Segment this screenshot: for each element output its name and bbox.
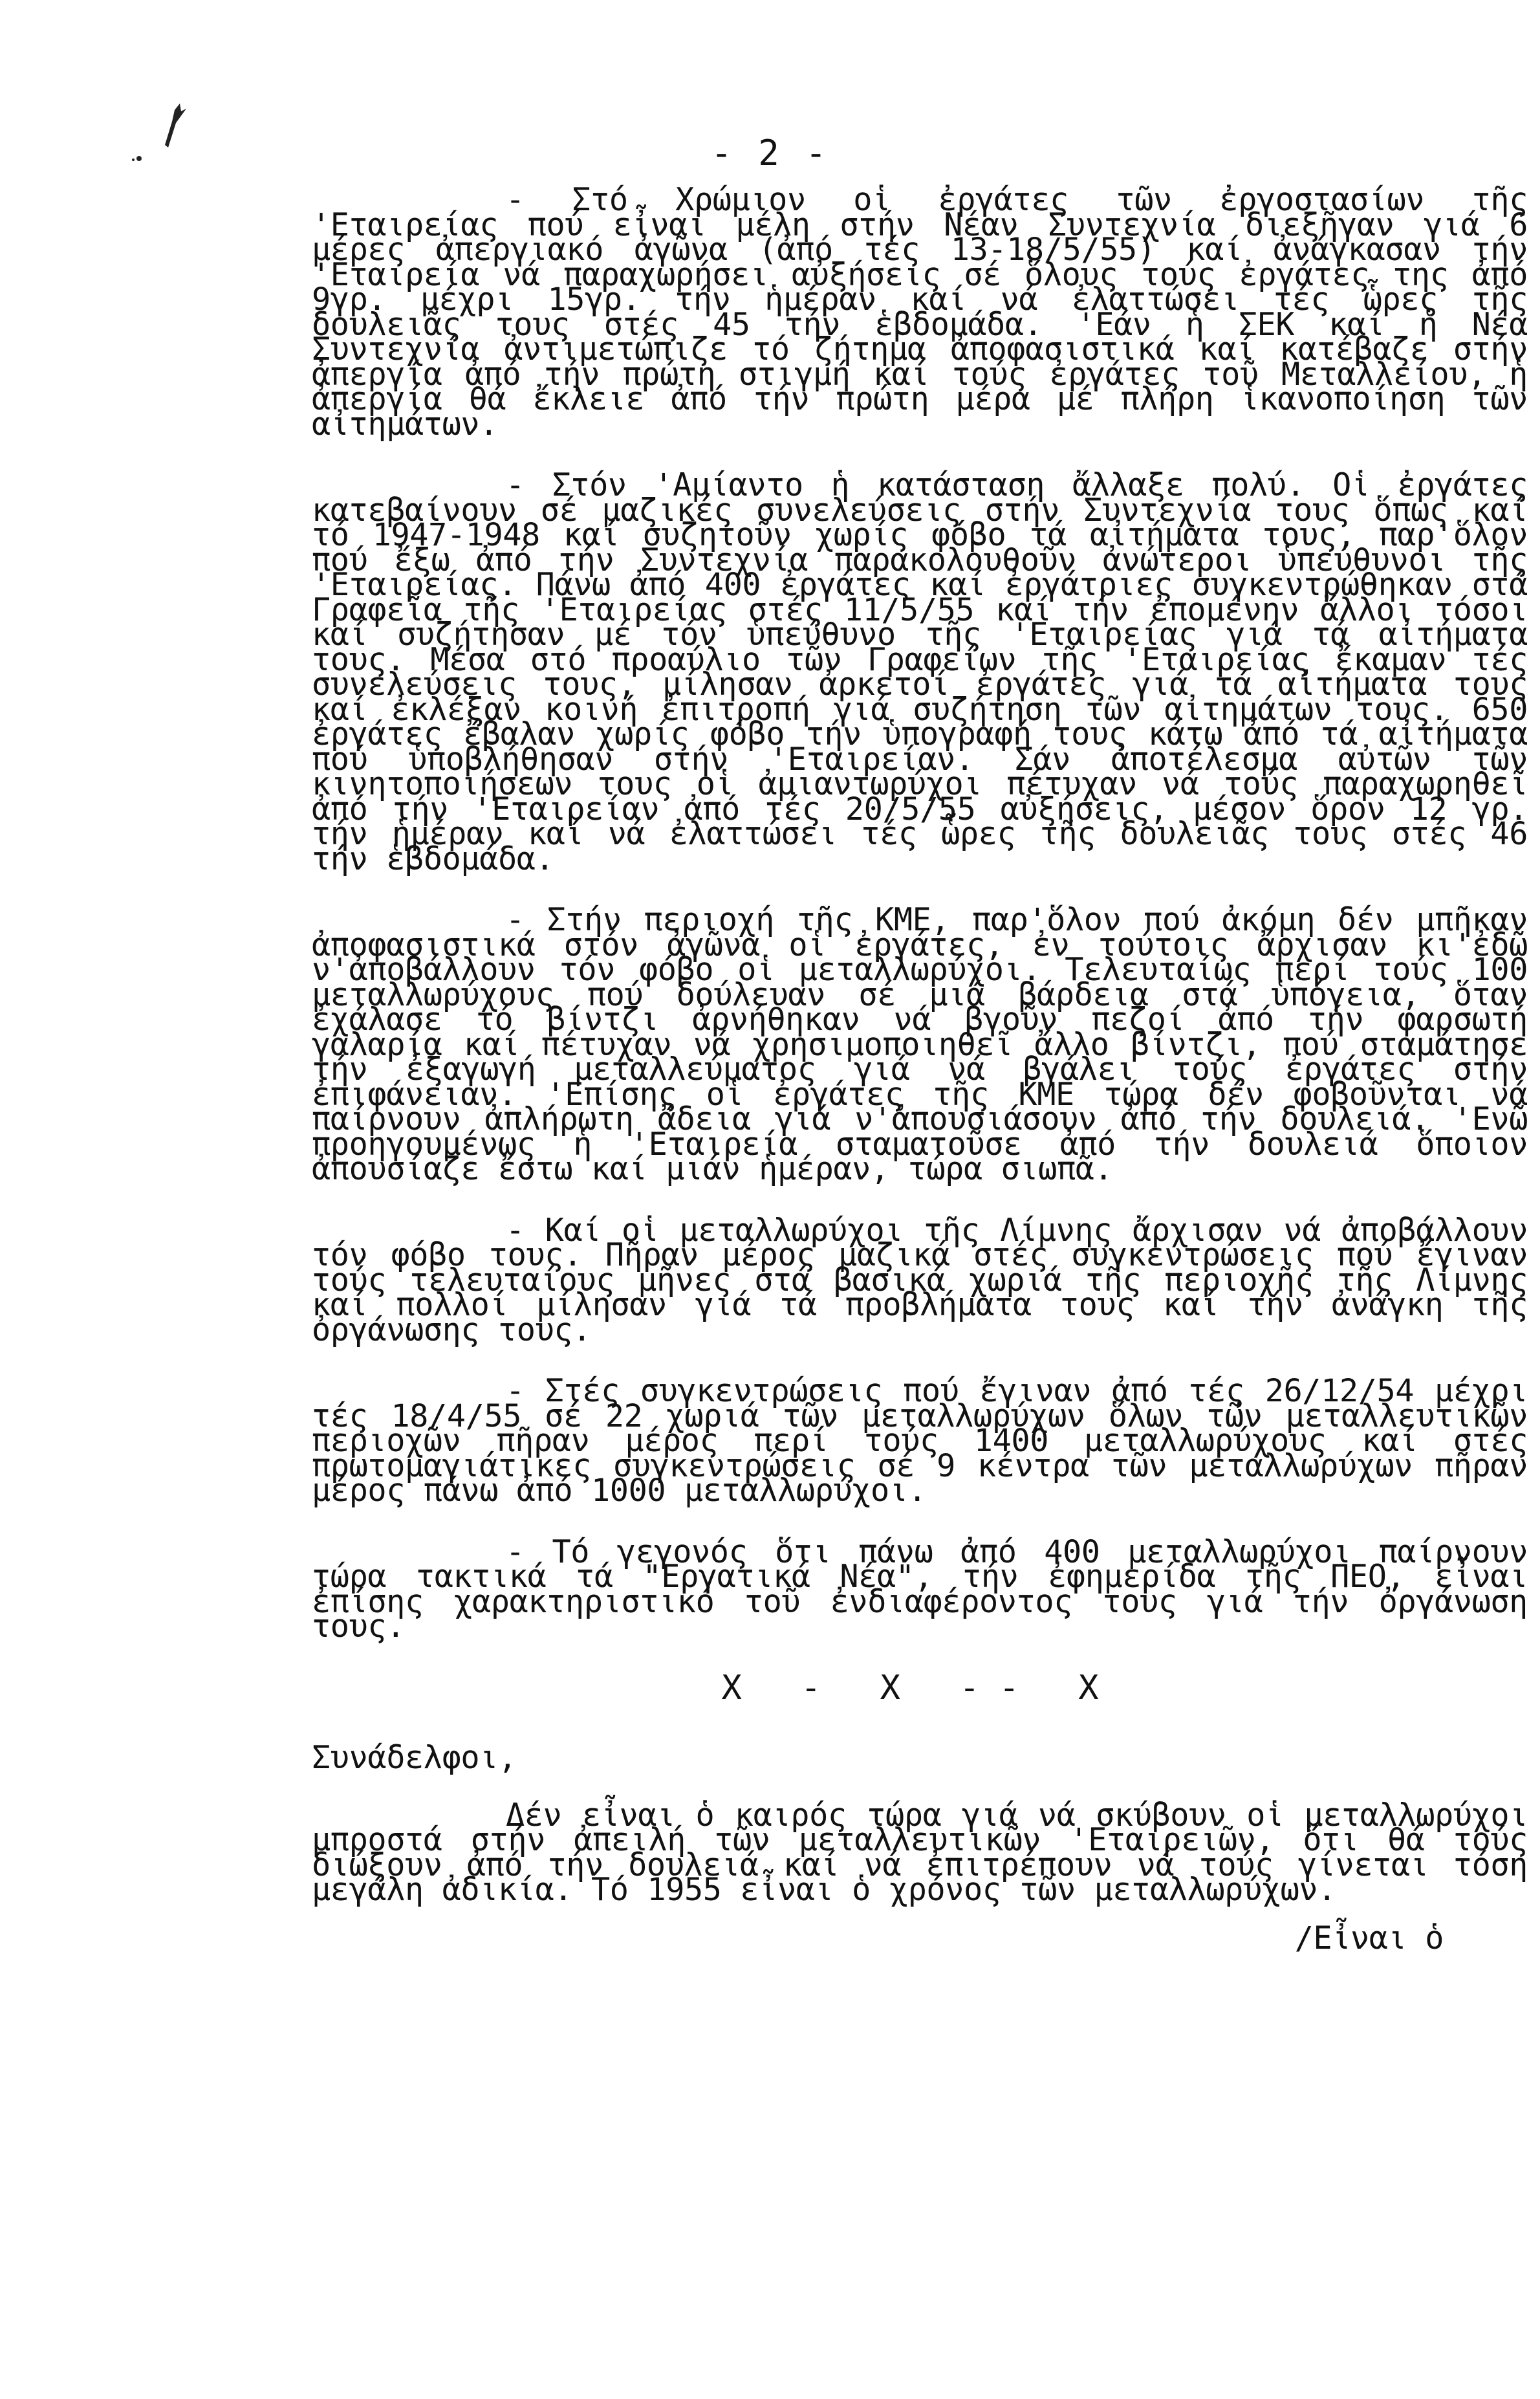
section-separator: X - X -- X xyxy=(721,1668,1118,1707)
paragraph-newspaper: - Τό γεγονός ὅτι πάνω ἀπό 400 μεταλλωρύχοι παίρνουν τώρα τακτικά τά "Εργατικά Νέα", τήν ἐφημερίδα τῆς ΠΕΟ, εἶναι ἐπίσης χαρακτηριστικό τοῦ ἐνδιαφέροντος τους γιά τήν ὀργάνωση τους. xyxy=(312,1533,1528,1645)
continuation-marker: /Εἶναι ὁ xyxy=(1294,1920,1444,1956)
paragraph-kme: - Στήν περιοχή τῆς ΚΜΕ, παρ'ὅλον πού ἀκόμη δέν μπῆκαν ἀποφασιστικά στόν ἀγῶνα οἱ ἐργάτες, ἐν τούτοις ἄρχισαν κι'ἐδῶ ν'ἀποβάλλουν τόν φόβο οἱ μεταλλωρύχοι. Τελευταίως περί τούς 100 μεταλλωρύχους πού δούλευαν σέ μιά βάρδεια στά ὑπόγεια, ὅταν ἐχάλασε τό βίντζι ἀρνήθηκαν νά βγοῦν πεζοί ἀπό τήν φαρσωτή γαλαρία καί πέτυχαν νά χρησιμοποιηθεῖ ἄλλο βίντζι, πού σταμάτησε τήν ἐξαγωγή μεταλλεύματος γιά νά βγάλει τούς ἐργάτες στήν ἐπιφάνειαν. 'Επίσης οἱ ἐργάτες τῆς ΚΜΕ τώρα δέν φοβοῦνται νά παίρνουν ἀπλήρωτη ἄδεια γιά ν'ἀπουσιάσουν ἀπό τήν δουλειά. 'Ενῶ προηγουμένως ἡ 'Εταιρεία σταματοῦσε ἀπό τήν δουλειά ὅποιον ἀπουσίαζε ἔστω καί μιάν ἡμέραν, τώρα σιωπᾶ. xyxy=(312,902,1528,1187)
body-text xyxy=(312,182,1528,1956)
paragraph-amiantos: - Στόν 'Αμίαντο ἡ κατάσταση ἄλλαξε πολύ. Οἱ ἐργάτες κατεβαίνουν σέ μαζικές συνελεύσεις στήν Συντεχνία τους ὅπως καί τό 1947-1948 καί συζητοῦν χωρίς φόβο τά αἰτήματα τους, παρ'ὅλον πού ἔξω ἀπό τήν Συντεχνία παρακολουθοῦν ἀνώτεροι ὑπεύθυνοι τῆς 'Εταιρείας. Πάνω ἀπό 400 ἐργάτες καί ἐργάτριες συγκεντρώθηκαν στά Γραφεῖα τῆς 'Εταιρείας στές 11/5/55 καί τήν ἐπομένην ἄλλοι τόσοι καί συζήτησαν μέ τόν ὑπεύθυνο τῆς 'Εταιρείας γιά τά αἰτήματα τους. Μέσα στό προαύλιο τῶν Γραφείων τῆς 'Εταιρείας ἔκαμαν τές συνελεύσεις τους, μίλησαν ἀρκετοί ἐργάτες γιά τά αἰτήματα τους καί ἐκλέξαν κοινή ἐπιτροπή γιά συζήτηση τῶν αἰτημάτων τους. 650 ἐργάτες ἔβαλαν χωρίς φόβο τήν ὑπογραφή τους κάτω ἀπό τά αἰτήματα πού ὑποβλήθησαν στήν 'Εταιρείαν. Σάν ἀποτέλεσμα αὐτῶν τῶν κινητοποιήσεων τους οἱ ἀμιαντωρύχοι πέτυχαν νά τούς παραχωρηθεῖ ἀπό τήν 'Εταιρείαν ἀπό τές 20/5/55 αὐξήσεις, μέσον ὅρον 12 γρ. τήν ἡμέραν καί νά ἐλαττώσει τές ὧρες τῆς δουλειᾶς τους στές 46 τήν ἑβδομάδα. xyxy=(312,467,1528,877)
page-number: - 2 - xyxy=(711,133,829,173)
salutation: Συνάδελφοι, xyxy=(312,1740,517,1776)
paragraph-chromium: - Στό Χρώμιον οἱ ἐργάτες τῶν ἐργοστασίων τῆς 'Εταιρείας πού εἶναι μέλη στήν Νέαν Συντεχνία διεξῆγαν γιά 6 μέρες ἀπεργιακό ἀγῶνα (ἀπό τές 13-18/5/55) καί ἀνάγκασαν τήν 'Εταιρεία νά παραχωρήσει αὐξήσεις σέ ὅλους τούς ἐργάτες της ἀπό 9γρ. μέχρι 15γρ. τήν ἡμέραν καί νά ἐλαττώσει τές ὧρες τῆς δουλειᾶς τους στές 45 τήν ἑβδομάδα. 'Εάν ἡ ΣΕΚ καί ἡ Νέα Συντεχνία ἀντιμετώπιζε τό ζήτημα ἀποφασιστικά καί κατέβαζε στήν ἀπεργία ἀπό τήν πρώτη στιγμή καί τούς ἐργάτες τοῦ Μεταλλείου, ἡ ἀπεργία θά ἔκλειε ἀπό τήν πρώτη μέρα μέ πλήρη ἱκανοποίηση τῶν αἰτημάτων. xyxy=(312,182,1528,443)
paragraph-gatherings: - Στές συγκεντρώσεις πού ἔγιναν ἀπό τές 26/12/54 μέχρι τές 18/4/55 σέ 22 χωριά τῶν μεταλλωρύχων ὅλων τῶν μεταλλευτικῶν περιοχῶν πῆραν μέρος περί τούς 1400 μεταλλωρύχους καί στές πρωτομαγιάτικες συγκεντρώσεις σέ 9 κέντρα τῶν μεταλλωρύχων πῆραν μέρος πάνω ἀπό 1000 μεταλλωρύχοι. xyxy=(312,1373,1528,1509)
closing-paragraph: Δέν εἶναι ὁ καιρός τώρα γιά νά σκύβουν οἱ μεταλλωρύχοι μπροστά στήν ἀπειλή τῶν μεταλλευτικῶν 'Εταιρειῶν, ὅτι θά τούς διώξουν ἀπό τήν δουλειά καί νά ἐπιτρέπουν νά τούς γίνεται τόση μεγάλη ἀδικία. Τό 1955 εἶναι ὁ χρόνος τῶν μεταλλωρύχων. xyxy=(312,1797,1528,1908)
paragraph-limni: - Καί οἱ μεταλλωρύχοι τῆς Λίμνης ἄρχισαν νά ἀποβάλλουν τόν φόβο τους. Πῆραν μέρος μαζικά στές συγκεντρώσεις πού ἔγιναν τούς τελευταίους μῆνες στά βασικά χωριά τῆς περιοχῆς τῆς Λίμνης καί πολλοί μίλησαν γιά τά προβλήματα τους καί τήν ἀνάγκη τῆς ὀργάνωσης τους. xyxy=(312,1212,1528,1348)
